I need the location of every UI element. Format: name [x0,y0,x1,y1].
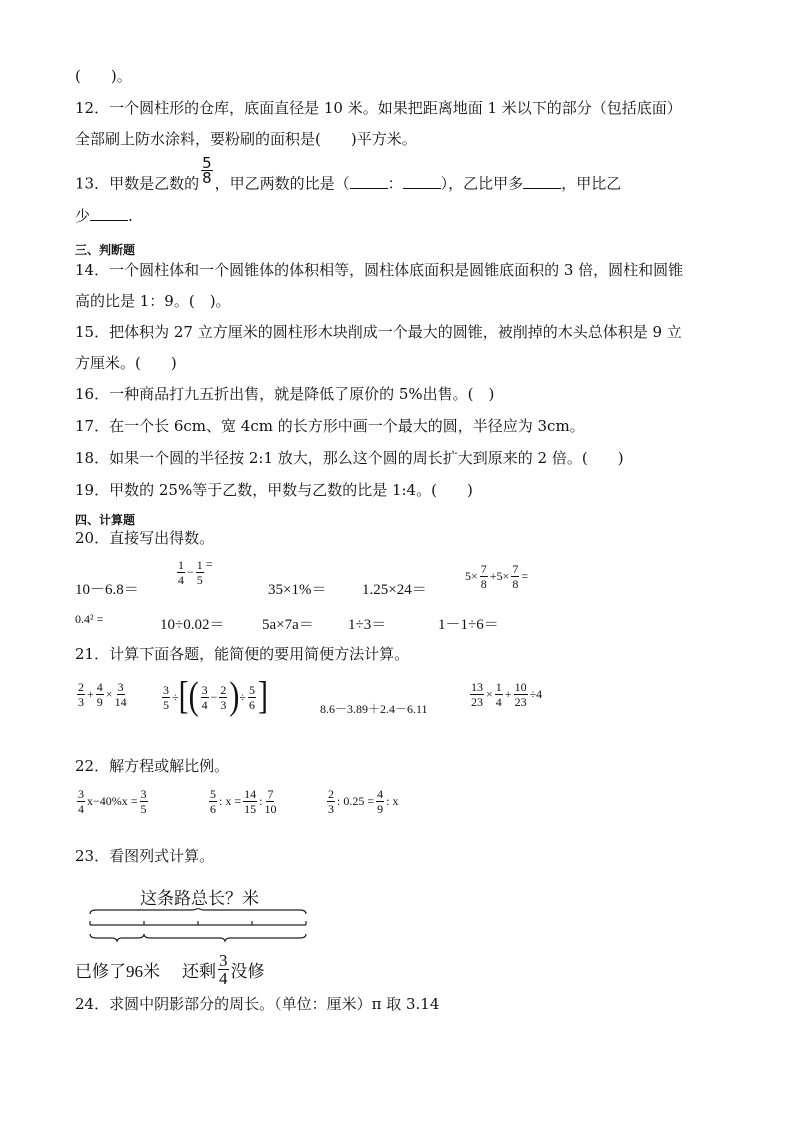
q21-expr [75,680,129,709]
q18: 18．如果一个圆的半径按 2:1 放大，那么这个圆的周长扩大到原来的 2 倍。( ) [75,449,624,467]
operator: − [210,689,218,704]
q22-title: 22．解方程或解比例。 [75,757,230,775]
road-diagram [88,908,310,944]
q13-text: 13．甲数是乙数的 [75,174,200,193]
bracket: [ [178,674,189,718]
denominator: 6 [210,802,216,816]
denominator: 9 [96,695,103,709]
denominator: 4 [201,697,208,712]
numerator: 1 [196,558,203,572]
repaired-label: 已修了96米 [75,962,160,981]
fraction [140,787,148,816]
fraction [201,156,213,185]
fraction [376,787,384,816]
fraction [470,680,484,709]
answer-blank[interactable] [350,174,388,189]
operator: : [259,794,263,808]
numerator: 3 [78,787,84,801]
operator: = [521,569,529,583]
denominator: 8 [480,577,487,591]
q19: 19．甲数的 25%等于乙数，甲数与乙数的比是 1:4。( ) [75,481,473,499]
q20-expr: 0.4² = [75,612,104,626]
diagram-bottom-labels [75,952,265,987]
remaining-label: 没修 [230,962,265,981]
operator: ÷ [239,689,246,704]
bracket: ] [257,674,268,718]
q12-line1: 12．一个圆柱形的仓库，底面直径是 10 米。如果把距离地面 1 米以下的部分（包括底面） [75,99,682,117]
denominator: 23 [471,695,483,709]
operator: × [486,687,493,701]
q21-expr [160,674,268,718]
q20-expr [465,562,528,591]
fraction [196,558,204,587]
operator: = [205,557,213,571]
numerator: 2 [220,682,227,697]
q12-line2: 全部刷上防水涂料，要粉刷的面积是( )平方米。 [75,130,417,148]
numerator: 3 [219,951,228,970]
q16: 16．一种商品打九五折出售，就是降低了原价的 5%出售。( ) [75,385,495,403]
remaining-brace [144,934,306,941]
section-calculation: 四、计算题 [75,513,136,527]
numerator: 3 [117,680,124,694]
q13-text: ，甲比乙 [561,174,622,193]
fraction [511,562,519,591]
denominator: 4 [78,802,84,816]
q14-line1: 14．一个圆柱体和一个圆锥体的体积相等，圆柱体底面积是圆锥底面积的 3 倍，圆柱和圆锥 [75,261,684,279]
numerator: 13 [471,680,483,694]
total-brace [90,908,306,914]
q21-expr [468,680,542,709]
denominator: 3 [78,695,84,709]
fraction [162,683,170,712]
q22-expr [207,787,278,816]
numerator: 10 [514,680,527,694]
denominator: 6 [248,697,255,712]
operator: : 0.25 = [337,794,375,808]
operator: x−40%x = [87,794,138,808]
q21-title: 21．计算下面各题，能简便的要用简便方法计算。 [75,645,410,663]
q20-expr: 10÷0.02＝ [160,617,225,633]
fraction [218,952,229,987]
denominator: 8 [512,577,519,591]
operator: ÷ [172,689,179,704]
operator: : x [386,794,399,808]
fraction [327,787,335,816]
numerator: 5 [202,154,212,172]
q11-tail: ( )。 [75,67,132,85]
numerator: 3 [201,682,208,697]
section-judgement: 三、判断题 [75,243,136,257]
denominator: 4 [495,695,502,709]
numerator: 5 [210,787,216,801]
fraction [96,680,104,709]
denominator: 15 [244,802,257,816]
operator: 5× [465,569,478,583]
numerator: 1 [178,558,184,572]
numerator: 2 [328,787,334,801]
fraction [243,787,257,816]
q13-text: 少 [75,207,91,225]
numerator: 7 [267,787,274,801]
denominator: 3 [220,697,227,712]
numerator: 7 [512,562,519,576]
fraction [264,787,276,816]
q20-expr: 10－6.8＝ [75,582,139,598]
q17: 17．在一个长 6cm、宽 4cm 的长方形中画一个最大的圆，半径应为 3cm。 [75,417,585,435]
q14-line2: 高的比是 1：9。( )。 [75,292,231,310]
operator: ÷4 [529,687,543,701]
q20-expr: 1÷3＝ [348,617,387,633]
fraction [495,680,503,709]
numerator: 14 [244,787,257,801]
fraction [77,787,85,816]
operator: + [504,687,512,701]
denominator: 9 [377,802,384,816]
answer-blank[interactable] [523,174,561,189]
q13-text: ），乙比甲多 [440,174,524,193]
denominator: 5 [196,573,203,587]
paren: ( [188,674,199,718]
numerator: 4 [377,787,384,801]
q22-expr [325,787,398,816]
answer-blank[interactable] [403,174,441,189]
q22-expr [75,787,150,816]
fraction [177,558,185,587]
colon: ： [387,174,403,193]
q20-expr: 1.25×24＝ [362,582,427,598]
denominator: 3 [328,802,334,816]
fraction [201,683,209,712]
operator: + [87,687,94,701]
denominator: 8 [202,169,212,187]
fraction [219,683,227,712]
repaired-brace [90,934,144,941]
diagram-total-label: 这条路总长？米 [140,889,259,908]
numerator: 3 [140,787,147,801]
operator: : x = [219,794,242,808]
denominator: 14 [114,695,127,709]
q13-text: ，甲乙两数的比是（ [214,174,350,193]
operator: − [187,565,194,579]
numerator: 2 [78,680,84,694]
q20-expr: 5a×7a＝ [262,617,314,633]
numerator: 1 [495,680,502,694]
q20-expr: 1－1÷6＝ [438,617,499,633]
fraction [115,680,127,709]
fraction [209,787,217,816]
numerator: 3 [163,682,169,697]
denominator: 4 [178,573,184,587]
q24: 24．求圆中阴影部分的周长。（单位：厘米）π 取 3.14 [75,995,440,1013]
q15-line1: 15．把体积为 27 立方厘米的圆柱形木块削成一个最大的圆锥，被削掉的木头总体积是 9 立 [75,323,682,341]
fraction [77,680,85,709]
operator: +5× [489,569,510,583]
numerator: 4 [96,680,103,694]
q13 [75,154,622,199]
q13-line2 [75,206,133,226]
denominator: 23 [514,695,527,709]
q20-expr: 35×1%＝ [268,582,327,598]
q20-title: 20．直接写出得数。 [75,529,215,547]
denominator: 5 [140,802,147,816]
denominator: 4 [219,969,228,988]
fraction [514,680,528,709]
fraction [248,683,256,712]
q21-expr: 8.6－3.89＋2.4－6.11 [320,702,428,716]
denominator: 5 [163,697,169,712]
numerator: 7 [480,562,487,576]
q20-expr [175,558,213,587]
q15-line2: 方厘米。( ) [75,354,177,372]
q23-title: 23．看图列式计算。 [75,847,215,865]
remaining-label: 还剩 [182,962,216,981]
operator: × [105,687,113,701]
q13-text: . [128,207,133,225]
denominator: 10 [264,802,277,816]
answer-blank[interactable] [90,206,128,221]
fraction [480,562,488,591]
numerator: 5 [248,682,255,697]
paren: ) [229,674,240,718]
